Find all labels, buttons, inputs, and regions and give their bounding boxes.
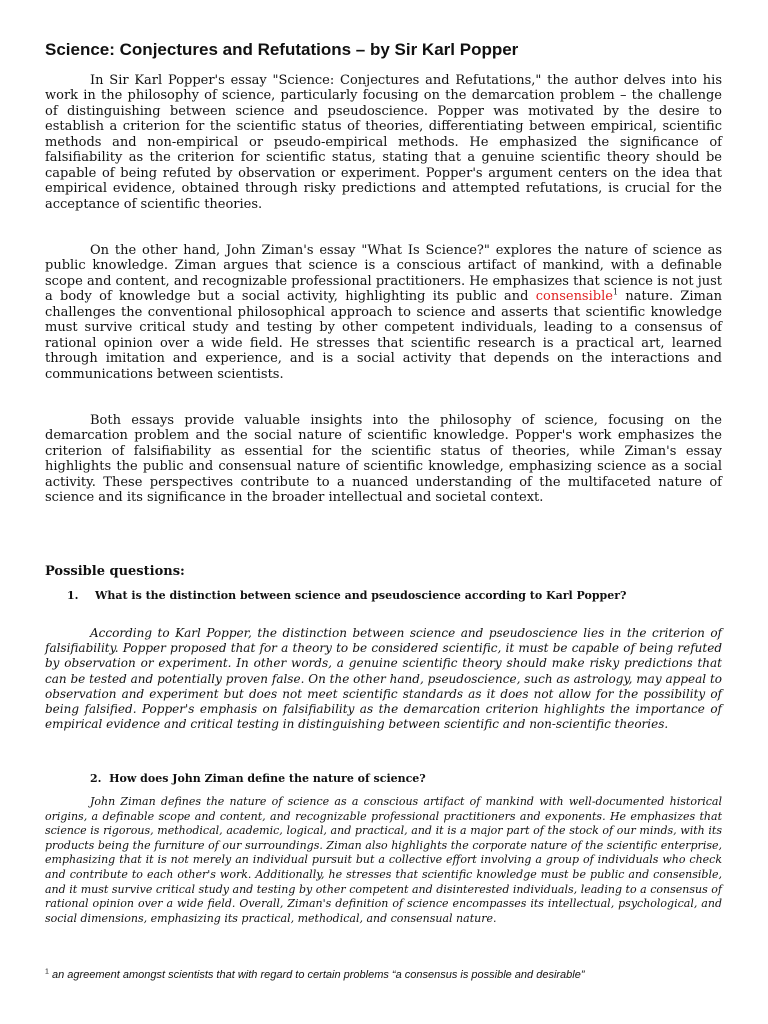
question-item bbox=[67, 589, 647, 603]
paragraph-ziman bbox=[45, 243, 722, 382]
footnote bbox=[45, 968, 722, 982]
questions-heading: Possible questions: bbox=[45, 564, 185, 579]
answer-text: John Ziman defines the nature of science as a conscious artifact of mankind with well-documented historical origins, a definable scope and content, and recognizable professional practitioners and exponents. He emphasizes that science is rigorous, methodical, academic, logical, and practical, and it is a major part of the stock of our minds, with its products being the furniture of our surroundings. Ziman also highlights the corporate nature of the scientific enterprise, emphasizing that it is not merely an individual pursuit but a collective effort involving a group of individuals who check and contribute to each other's work. Additionally, he stresses that scientific knowledge must be public and consensible, and it must survive critical study and testing by other competent and disinterested individuals, leading to a consensus of rational opinion over a wide field. Overall, Ziman's definition of science encompasses its intellectual, psychological, and social dimensions, emphasizing its practical, methodical, and consensual nature. bbox=[45, 795, 722, 925]
question-number: 2. bbox=[90, 772, 102, 785]
paragraph-conclusion: Both essays provide valuable insights into the philosophy of science, focusing on the demarcation problem and the social nature of scientific knowledge. Popper's work emphasizes the criterion of falsifiability as essential for the scientific status of theories, while Ziman's essay highlights the public and consensual nature of scientific knowledge, emphasizing science as a social activity. These perspectives contribute to a nuanced understanding of the multifaceted nature of science and its significance in the broader intellectual and societal context. bbox=[45, 413, 722, 506]
footnote-text: an agreement amongst scientists that with regard to certain problems “a consensus is possible and desirable” bbox=[48, 969, 585, 981]
paragraph-ziman-text-before: On the other hand, John Ziman's essay "What Is Science?" explores the nature of science as public knowledge. Ziman argues that science is a conscious artifact of mankind, with a definable scope and content, and recognizable professional practitioners. He emphasizes that science is not just a body of knowledge but a social activity, highlighting its public and bbox=[45, 243, 722, 305]
paragraph-popper: In Sir Karl Popper's essay "Science: Conjectures and Refutations," the author delves into his work in the philosophy of science, particularly focusing on the demarcation problem – the challenge of distinguishing between science and pseudoscience. Popper was motivated by the desire to establish a criterion for the scientific status of theories, differentiating between empirical, scientific methods and non-empirical or pseudo-empirical methods. He emphasized the significance of falsifiability as the criterion for scientific status, stating that a genuine scientific theory should be capable of being refuted by observation or experiment. Popper's argument centers on the idea that empirical evidence, obtained through risky predictions and attempted refutations, is crucial for the acceptance of scientific theories. bbox=[45, 73, 722, 212]
answer-text: According to Karl Popper, the distinction between science and pseudoscience lies in the criterion of falsifiability. Popper proposed that for a theory to be considered scientific, it must be capable of being refuted by observation or experiment. In other words, a genuine scientific theory should make risky predictions that can be tested and potentially proven false. On the other hand, pseudoscience, such as astrology, may appeal to observation and experiment but does not meet scientific standards as it does not allow for the possibility of being falsified. Popper's emphasis on falsifiability as the demarcation criterion highlights the importance of empirical evidence and critical testing in distinguishing between scientific and non-scientific theories. bbox=[45, 626, 722, 732]
question-number: 1. bbox=[67, 589, 79, 602]
footnote-marker: 1 bbox=[45, 968, 49, 976]
highlighted-term: consensible bbox=[535, 289, 613, 305]
question-item bbox=[90, 772, 690, 786]
document-title: Science: Conjectures and Refutations – by Sir Karl Popper bbox=[45, 40, 519, 59]
question-text: What is the distinction between science and pseudoscience according to Karl Popper? bbox=[95, 589, 627, 602]
paragraph-ziman-text-after: nature. Ziman challenges the conventional philosophical approach to science and asserts that scientific knowledge must survive critical study and testing by other competent individuals, leading to a consensus of rational opinion over a wide field. He stresses that scientific research is a practical art, learned through imitation and experience, and is a social activity that depends on the interactions and communications between scientists. bbox=[45, 289, 722, 382]
question-text: How does John Ziman define the nature of science? bbox=[109, 772, 426, 785]
footnote-reference: 1 bbox=[612, 288, 619, 298]
